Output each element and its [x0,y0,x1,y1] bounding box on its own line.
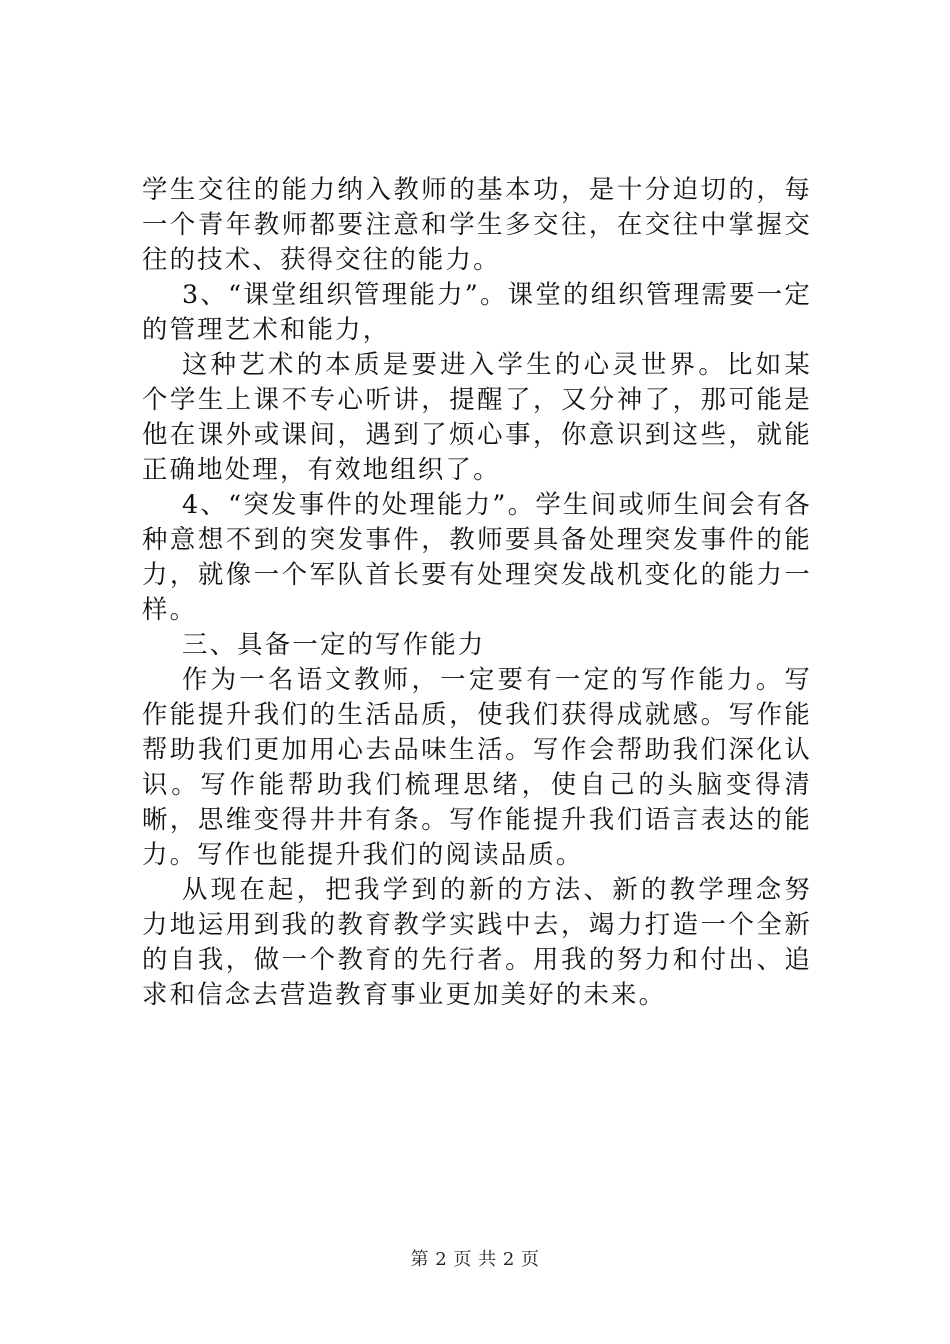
page-footer: 第 2 页 共 2 页 [410,1249,540,1270]
paragraph-item-3-detail: 这种艺术的本质是要进入学生的心灵世界。比如某个学生上课不专心听讲，提醒了，又分神了，那可能是他在课外或课间，遇到了烦心事，你意识到这些，就能正确地处理，有效地组织了。 [142,349,812,484]
paragraph-writing-ability: 作为一名语文教师，一定要有一定的写作能力。写作能提升我们的生活品质，使我们获得成就感。写作能帮助我们更加用心去品味生活。写作会帮助我们深化认识。写作能帮助我们梳理思绪，使自己的头脑变得清晰，思维变得井井有条。写作能提升我们语言表达的能力。写作也能提升我们的阅读品质。 [142,664,812,869]
document-body [142,172,812,1012]
section-heading-writing: 三、具备一定的写作能力 [182,629,486,659]
paragraph-item-4: 4、“突发事件的处理能力”。学生间或师生间会有各种意想不到的突发事件，教师要具备处理突发事件的能力，就像一个军队首长要有处理突发战机变化的能力一样。 [142,489,812,624]
paragraph-conclusion: 从现在起，把我学到的新的方法、新的教学理念努力地运用到我的教育教学实践中去，竭力打造一个全新的自我，做一个教育的先行者。用我的努力和付出、追求和信念去营造教育事业更加美好的未来。 [142,874,812,1009]
paragraph-continuation: 学生交往的能力纳入教师的基本功，是十分迫切的，每一个青年教师都要注意和学生多交往，在交往中掌握交往的技术、获得交往的能力。 [142,174,812,274]
paragraph-item-3: 3、“课堂组织管理能力”。课堂的组织管理需要一定的管理艺术和能力， [142,279,812,344]
